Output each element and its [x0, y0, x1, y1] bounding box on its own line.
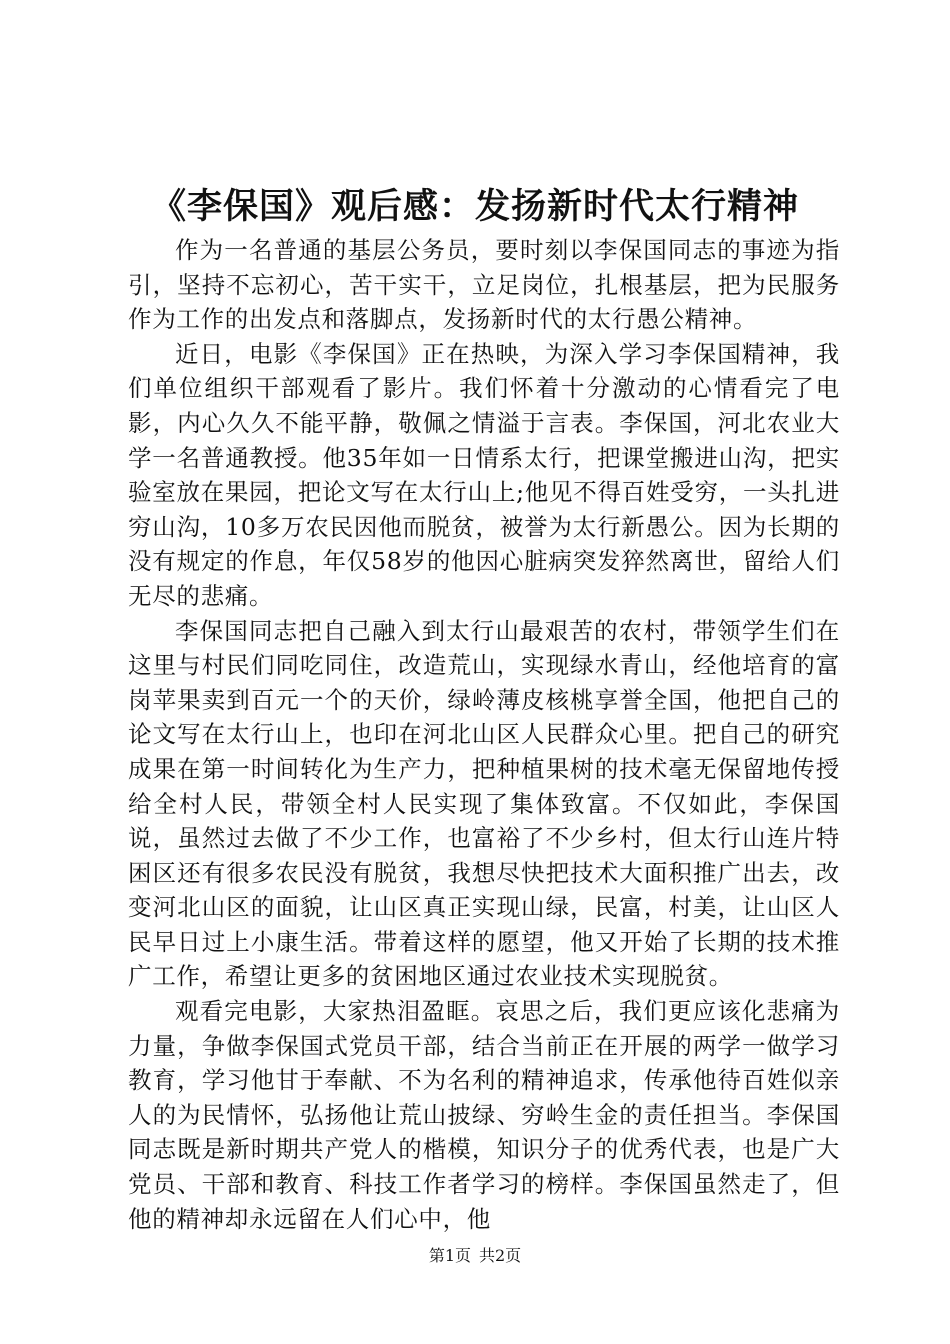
paragraph-reflection: 观看完电影，大家热泪盈眶。哀思之后，我们更应该化悲痛为力量，争做李保国式党员干部，结合当前正在开展的两学一做学习教育，学习他甘于奉献、不为名利的精神追求，传承他待百姓似亲人的为民情怀，弘扬他让荒山披绿、穷岭生金的责任担当。李保国同志既是新时期共产党人的楷模，知识分子的优秀代表，也是广大党员、干部和教育、科技工作者学习的榜样。李保国虽然走了，但他的精神却永远留在人们心中，他	[128, 997, 840, 1233]
paragraph-intro: 作为一名普通的基层公务员，要时刻以李保国同志的事迹为指引，坚持不忘初心，苦干实干，立足岗位，扎根基层，把为民服务作为工作的出发点和落脚点，发扬新时代的太行愚公精神。	[128, 236, 840, 334]
document-body	[128, 233, 840, 1236]
page-current: 第1页	[428, 1246, 471, 1265]
document-title: 《李保国》观后感：发扬新时代太行精神	[150, 186, 799, 227]
page-total: 共2页	[479, 1246, 522, 1265]
paragraph-film: 近日，电影《李保国》正在热映，为深入学习李保国精神，我们单位组织干部观看了影片。我们怀着十分激动的心情看完了电影，内心久久不能平静，敬佩之情溢于言表。李保国，河北农业大学一名普通教授。他35年如一日情系太行，把课堂搬进山沟，把实验室放在果园，把论文写在太行山上;他见不得百姓受穷，一头扎进穷山沟，10多万农民因他而脱贫，被誉为太行新愚公。因为长期的没有规定的作息，年仅58岁的他因心脏病突发猝然离世，留给人们无尽的悲痛。	[128, 339, 840, 610]
paragraph-deeds: 李保国同志把自己融入到太行山最艰苦的农村，带领学生们在这里与村民们同吃同住，改造荒山，实现绿水青山，经他培育的富岗苹果卖到百元一个的天价，绿岭薄皮核桃享誉全国，他把自己的论文写在太行山上，也印在河北山区人民群众心里。把自己的研究成果在第一时间转化为生产力，把种植果树的技术毫无保留地传授给全村人民，带领全村人民实现了集体致富。不仅如此，李保国说，虽然过去做了不少工作，也富裕了不少乡村，但太行山连片特困区还有很多农民没有脱贫，我想尽快把技术大面积推广出去，改变河北山区的面貌，让山区真正实现山绿，民富，村美，让山区人民早日过上小康生活。带着这样的愿望，他又开始了长期的技术推广工作，希望让更多的贫困地区通过农业技术实现脱贫。	[128, 616, 840, 991]
page-number-footer	[0, 1244, 950, 1268]
